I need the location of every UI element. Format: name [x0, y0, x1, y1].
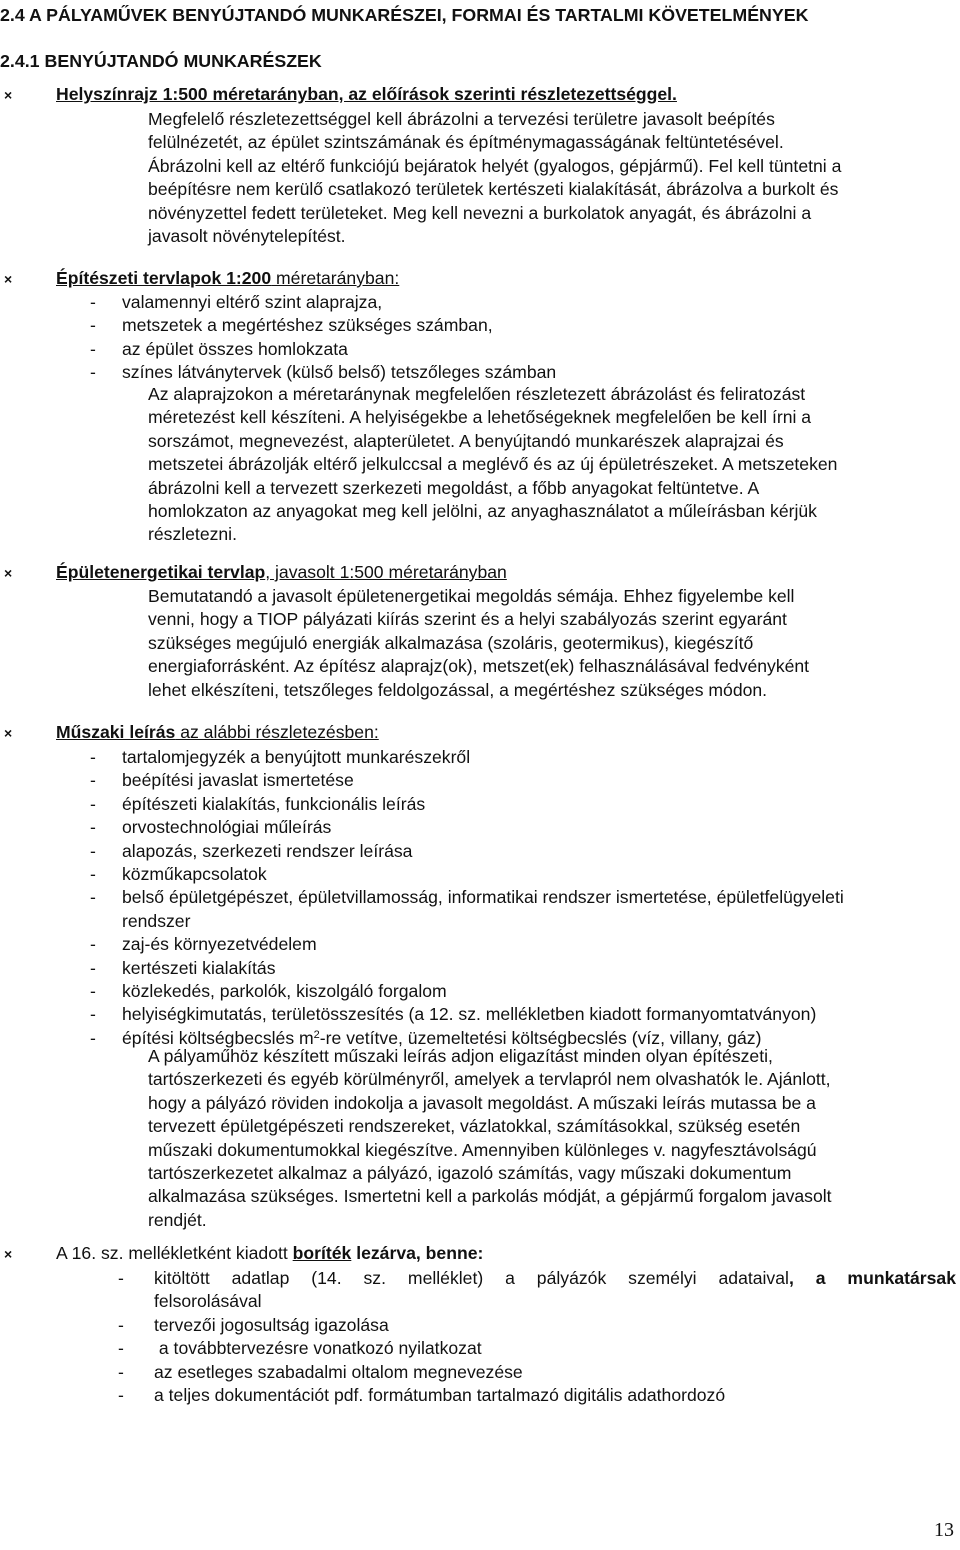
- bullet-marker: ×: [4, 271, 13, 287]
- list-item: - tartalomjegyzék a benyújtott munkarészekről: [90, 747, 471, 767]
- envelope-list: [118, 1267, 956, 1407]
- list-item: - az épület összes homlokzata: [90, 338, 348, 359]
- bullet-marker: ×: [4, 565, 13, 581]
- site-plan-text: Megfelelő részletezettséggel kell ábrázolni a tervezési területre javasolt beépítés felülnézetét, az épület szintszámának és építménymagasságának feltüntetésével. Ábrázolni kell az eltérő funkciójú bejáratok helyét (gyalogos, gépjármű). Fel kell tüntetni a beépítésre nem kerülő csatlakozó területek kertészeti kialakítását, ábrázolva a burkolt és növényzettel fedett területeket. Meg kell nevezni a burkolatok anyagát, és ábrázolni a javasolt növénytelepítést.: [148, 109, 842, 247]
- list-item-continuation: rendszer: [122, 910, 191, 931]
- list-item: - tervezői jogosultság igazolása: [118, 1314, 389, 1335]
- list-item: - kitöltött adatlap (14. sz. melléklet) a pályázók személyi adataival, a munkatársak: [118, 1268, 956, 1288]
- energy-plan-title: Épületenergetikai tervlap, javasolt 1:500 méretarányban: [56, 562, 507, 582]
- list-item: - közműkapcsolatok: [90, 864, 267, 885]
- bullet-marker: ×: [4, 87, 13, 103]
- list-item: - építési költségbecslés $m^2-re$ vetítve, üzemeltetési költségbecslés (víz, villany, gáz): [90, 1027, 762, 1048]
- architectural-plans-text: Az alaprajzokon a méretaránynak megfelelően részletezett ábrázolást és feliratozást méretezést kell készíteni. A helyiségekbe a lehetőségeknek megfelelően be kell írni a sorszámot, megnevezést, alapterületet. A benyújtandó munkarészek alaprajzai és metszetei ábrázolják eltérő jelkulccsal a meglévő és az új épületrészeket. A metszeteken ábrázolni kell a tervezett szerkezeti megoldást, a főbb anyagokat feltüntetve. A homlokzaton az anyagokat meg kell jelölni, az anyaghasználatot a műleírásban kérjük részletezni.: [148, 384, 838, 545]
- list-item: - belső épületgépészet, épületvillamosság, informatikai rendszer ismertetése, épületfelügyeleti: [90, 887, 844, 908]
- architectural-plans-list: [90, 291, 556, 385]
- list-item-continuation: felsorolásával: [154, 1291, 262, 1312]
- technical-description-text: A pályaműhöz készített műszaki leírás adjon eligazítást minden olyan építészeti, tartószerkezeti és egyéb körülményről, amelyek a tervlapról nem olvashatók le. Ajánlott, hogy a pályázó röviden indokolja a javasolt megoldást. A műszaki leírás mutassa be a tervezett épületgépészeti rendszereket, vázlatokkal, számításokkal, szükség esetén műszaki dokumentumokkal kiegészítve. Amennyiben különleges v. nagyfesztávolságú tartószerkezetet alkalmaz a pályázó, igazoló számítás, vagy műszaki dokumentum alkalmazása szükséges. Ismertetni kell a parkolás módját, a gépjármű forgalom javasolt rendjét.: [148, 1046, 832, 1230]
- bullet-marker: ×: [4, 1246, 13, 1262]
- list-item: - építészeti kialakítás, funkcionális leírás: [90, 793, 426, 814]
- list-item: - az esetleges szabadalmi oltalom megnevezése: [118, 1361, 523, 1382]
- envelope-title: A 16. sz. mellékletként kiadott boríték lezárva, benne:: [56, 1243, 484, 1263]
- energy-plan-text: Bemutatandó a javasolt épületenergetikai megoldás sémája. Ehhez figyelembe kell venni, hogy a TIOP pályázati kiírás szerint és a helyi szabályozás szerint egyaránt szükséges megújuló energiák alkalmazása (szoláris, geotermikus), kiegészítő energiaforrásként. Az építész alaprajz(ok), metszet(ek) felhasználásával fedvényként lehet elkészíteni, tetszőleges feldolgozással, a megértéshez szükséges módon.: [148, 586, 810, 700]
- list-item: - beépítési javaslat ismertetése: [90, 770, 354, 791]
- list-item: - metszetek a megértéshez szükséges számban,: [90, 315, 493, 336]
- subsection-heading: 2.4.1 BENYÚJTANDÓ MUNKARÉSZEK: [0, 51, 322, 71]
- list-item: - színes látványtervek (külső belső) tetszőleges számban: [90, 362, 557, 383]
- page-number: 13: [934, 1519, 954, 1541]
- architectural-plans-title: Építészeti tervlapok 1:200 méretarányban:: [56, 268, 400, 288]
- technical-description-list: [90, 746, 844, 1050]
- list-item: - valamennyi eltérő szint alaprajza,: [90, 292, 383, 312]
- site-plan-title: Helyszínrajz 1:500 méretarányban, az előírások szerinti részletezettséggel.: [56, 84, 677, 104]
- list-item: - alapozás, szerkezeti rendszer leírása: [90, 840, 413, 861]
- list-item: - zaj-és környezetvédelem: [90, 934, 317, 955]
- list-item: - kertészeti kialakítás: [90, 957, 276, 978]
- section-heading: 2.4 A PÁLYAMŰVEK BENYÚJTANDÓ MUNKARÉSZEI, FORMAI ÉS TARTALMI KÖVETELMÉNYEK: [0, 5, 809, 25]
- list-item: - orvostechnológiai műleírás: [90, 817, 332, 838]
- list-item: - helyiségkimutatás, területösszesítés (a 12. sz. mellékletben kiadott formanyomtatványon): [90, 1004, 817, 1025]
- list-item: - a teljes dokumentációt pdf. formátumban tartalmazó digitális adathordozó: [118, 1385, 726, 1406]
- bullet-marker: ×: [4, 725, 13, 741]
- list-item: - közlekedés, parkolók, kiszolgáló forgalom: [90, 981, 447, 1002]
- technical-description-title: Műszaki leírás az alábbi részletezésben:: [56, 722, 379, 742]
- list-item: - a továbbtervezésre vonatkozó nyilatkozat: [118, 1338, 482, 1359]
